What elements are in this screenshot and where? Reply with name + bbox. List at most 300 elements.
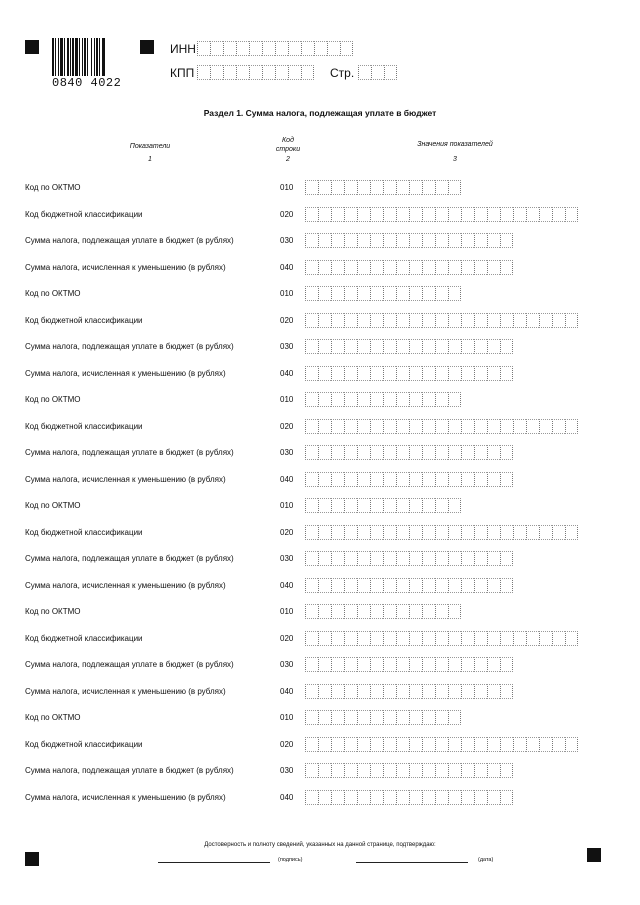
input-cell[interactable] bbox=[331, 763, 344, 778]
input-cell[interactable] bbox=[422, 233, 435, 248]
row-value-field[interactable] bbox=[305, 710, 461, 725]
input-cell[interactable] bbox=[487, 313, 500, 328]
input-cell[interactable] bbox=[396, 498, 409, 513]
input-cell[interactable] bbox=[344, 233, 357, 248]
input-cell[interactable] bbox=[435, 286, 448, 301]
input-cell[interactable] bbox=[370, 551, 383, 566]
input-cell[interactable] bbox=[383, 472, 396, 487]
input-cell[interactable] bbox=[474, 684, 487, 699]
input-cell[interactable] bbox=[396, 419, 409, 434]
input-cell[interactable] bbox=[357, 710, 370, 725]
input-cell[interactable] bbox=[344, 339, 357, 354]
input-cell[interactable] bbox=[461, 313, 474, 328]
input-cell[interactable] bbox=[435, 578, 448, 593]
input-cell[interactable] bbox=[409, 392, 422, 407]
input-cell[interactable] bbox=[552, 525, 565, 540]
input-cell[interactable] bbox=[513, 313, 526, 328]
input-cell[interactable] bbox=[500, 684, 513, 699]
input-cell[interactable] bbox=[344, 472, 357, 487]
input-cell[interactable] bbox=[383, 339, 396, 354]
row-value-field[interactable] bbox=[305, 551, 513, 566]
row-value-field[interactable] bbox=[305, 392, 461, 407]
row-value-field[interactable] bbox=[305, 763, 513, 778]
input-cell[interactable] bbox=[357, 392, 370, 407]
input-cell[interactable] bbox=[448, 631, 461, 646]
input-cell[interactable] bbox=[552, 631, 565, 646]
input-cell[interactable] bbox=[526, 631, 539, 646]
input-cell[interactable] bbox=[409, 472, 422, 487]
input-cell[interactable] bbox=[409, 339, 422, 354]
input-cell[interactable] bbox=[344, 737, 357, 752]
input-cell[interactable] bbox=[344, 366, 357, 381]
input-cell[interactable] bbox=[344, 551, 357, 566]
input-cell[interactable] bbox=[383, 286, 396, 301]
input-cell[interactable] bbox=[565, 525, 578, 540]
input-cell[interactable] bbox=[357, 498, 370, 513]
input-cell[interactable] bbox=[461, 260, 474, 275]
input-cell[interactable] bbox=[435, 525, 448, 540]
input-cell[interactable] bbox=[318, 233, 331, 248]
input-cell[interactable] bbox=[422, 260, 435, 275]
input-cell[interactable] bbox=[461, 366, 474, 381]
input-cell[interactable] bbox=[565, 631, 578, 646]
input-cell[interactable] bbox=[487, 790, 500, 805]
input-cell[interactable] bbox=[331, 551, 344, 566]
input-cell[interactable] bbox=[461, 684, 474, 699]
input-cell[interactable] bbox=[344, 207, 357, 222]
input-cell[interactable] bbox=[370, 260, 383, 275]
input-cell[interactable] bbox=[383, 366, 396, 381]
row-value-field[interactable] bbox=[305, 366, 513, 381]
input-cell[interactable] bbox=[461, 657, 474, 672]
input-cell[interactable] bbox=[422, 498, 435, 513]
input-cell[interactable] bbox=[448, 763, 461, 778]
input-cell[interactable] bbox=[383, 180, 396, 195]
input-cell[interactable] bbox=[409, 445, 422, 460]
input-cell[interactable] bbox=[422, 551, 435, 566]
row-value-field[interactable] bbox=[305, 180, 461, 195]
input-cell[interactable] bbox=[409, 737, 422, 752]
input-cell[interactable] bbox=[357, 657, 370, 672]
input-cell[interactable] bbox=[461, 631, 474, 646]
input-cell[interactable] bbox=[448, 392, 461, 407]
input-cell[interactable] bbox=[370, 710, 383, 725]
input-cell[interactable] bbox=[461, 763, 474, 778]
input-cell[interactable] bbox=[435, 472, 448, 487]
input-cell[interactable] bbox=[396, 392, 409, 407]
input-cell[interactable] bbox=[236, 41, 249, 56]
input-cell[interactable] bbox=[435, 207, 448, 222]
input-cell[interactable] bbox=[331, 631, 344, 646]
input-cell[interactable] bbox=[448, 790, 461, 805]
input-cell[interactable] bbox=[288, 41, 301, 56]
input-cell[interactable] bbox=[331, 710, 344, 725]
input-cell[interactable] bbox=[371, 65, 384, 80]
input-cell[interactable] bbox=[552, 207, 565, 222]
input-cell[interactable] bbox=[435, 419, 448, 434]
input-cell[interactable] bbox=[305, 578, 318, 593]
input-cell[interactable] bbox=[331, 737, 344, 752]
input-cell[interactable] bbox=[552, 419, 565, 434]
input-cell[interactable] bbox=[396, 525, 409, 540]
input-cell[interactable] bbox=[500, 525, 513, 540]
input-cell[interactable] bbox=[331, 525, 344, 540]
input-cell[interactable] bbox=[487, 525, 500, 540]
input-cell[interactable] bbox=[318, 260, 331, 275]
input-cell[interactable] bbox=[318, 498, 331, 513]
kpp-field[interactable] bbox=[197, 65, 314, 80]
input-cell[interactable] bbox=[331, 233, 344, 248]
input-cell[interactable] bbox=[383, 419, 396, 434]
input-cell[interactable] bbox=[301, 41, 314, 56]
input-cell[interactable] bbox=[435, 498, 448, 513]
input-cell[interactable] bbox=[236, 65, 249, 80]
input-cell[interactable] bbox=[435, 445, 448, 460]
input-cell[interactable] bbox=[357, 790, 370, 805]
input-cell[interactable] bbox=[344, 180, 357, 195]
input-cell[interactable] bbox=[409, 419, 422, 434]
input-cell[interactable] bbox=[396, 472, 409, 487]
input-cell[interactable] bbox=[327, 41, 340, 56]
input-cell[interactable] bbox=[370, 419, 383, 434]
input-cell[interactable] bbox=[331, 339, 344, 354]
input-cell[interactable] bbox=[461, 551, 474, 566]
input-cell[interactable] bbox=[305, 339, 318, 354]
input-cell[interactable] bbox=[383, 207, 396, 222]
input-cell[interactable] bbox=[318, 763, 331, 778]
input-cell[interactable] bbox=[383, 763, 396, 778]
row-value-field[interactable] bbox=[305, 286, 461, 301]
input-cell[interactable] bbox=[461, 339, 474, 354]
input-cell[interactable] bbox=[565, 737, 578, 752]
input-cell[interactable] bbox=[357, 472, 370, 487]
input-cell[interactable] bbox=[422, 604, 435, 619]
date-line[interactable] bbox=[356, 862, 468, 863]
input-cell[interactable] bbox=[331, 286, 344, 301]
input-cell[interactable] bbox=[301, 65, 314, 80]
input-cell[interactable] bbox=[487, 684, 500, 699]
input-cell[interactable] bbox=[396, 710, 409, 725]
input-cell[interactable] bbox=[383, 684, 396, 699]
input-cell[interactable] bbox=[396, 260, 409, 275]
input-cell[interactable] bbox=[357, 525, 370, 540]
input-cell[interactable] bbox=[539, 419, 552, 434]
input-cell[interactable] bbox=[539, 525, 552, 540]
input-cell[interactable] bbox=[318, 525, 331, 540]
input-cell[interactable] bbox=[370, 763, 383, 778]
input-cell[interactable] bbox=[435, 313, 448, 328]
input-cell[interactable] bbox=[318, 472, 331, 487]
input-cell[interactable] bbox=[370, 233, 383, 248]
input-cell[interactable] bbox=[474, 260, 487, 275]
input-cell[interactable] bbox=[396, 207, 409, 222]
input-cell[interactable] bbox=[357, 313, 370, 328]
input-cell[interactable] bbox=[474, 233, 487, 248]
input-cell[interactable] bbox=[331, 472, 344, 487]
input-cell[interactable] bbox=[331, 684, 344, 699]
input-cell[interactable] bbox=[370, 604, 383, 619]
input-cell[interactable] bbox=[474, 419, 487, 434]
input-cell[interactable] bbox=[435, 710, 448, 725]
input-cell[interactable] bbox=[357, 260, 370, 275]
input-cell[interactable] bbox=[331, 392, 344, 407]
input-cell[interactable] bbox=[331, 578, 344, 593]
input-cell[interactable] bbox=[223, 65, 236, 80]
input-cell[interactable] bbox=[344, 313, 357, 328]
input-cell[interactable] bbox=[500, 339, 513, 354]
input-cell[interactable] bbox=[370, 525, 383, 540]
input-cell[interactable] bbox=[435, 604, 448, 619]
input-cell[interactable] bbox=[305, 763, 318, 778]
input-cell[interactable] bbox=[474, 366, 487, 381]
input-cell[interactable] bbox=[357, 445, 370, 460]
input-cell[interactable] bbox=[370, 657, 383, 672]
input-cell[interactable] bbox=[384, 65, 397, 80]
input-cell[interactable] bbox=[487, 657, 500, 672]
input-cell[interactable] bbox=[318, 604, 331, 619]
input-cell[interactable] bbox=[262, 65, 275, 80]
input-cell[interactable] bbox=[552, 313, 565, 328]
input-cell[interactable] bbox=[305, 631, 318, 646]
row-value-field[interactable] bbox=[305, 631, 578, 646]
input-cell[interactable] bbox=[448, 207, 461, 222]
input-cell[interactable] bbox=[318, 710, 331, 725]
input-cell[interactable] bbox=[396, 631, 409, 646]
input-cell[interactable] bbox=[448, 180, 461, 195]
inn-field[interactable] bbox=[197, 41, 353, 56]
input-cell[interactable] bbox=[331, 445, 344, 460]
input-cell[interactable] bbox=[448, 657, 461, 672]
input-cell[interactable] bbox=[448, 498, 461, 513]
input-cell[interactable] bbox=[396, 657, 409, 672]
input-cell[interactable] bbox=[409, 207, 422, 222]
input-cell[interactable] bbox=[448, 604, 461, 619]
input-cell[interactable] bbox=[422, 207, 435, 222]
input-cell[interactable] bbox=[331, 180, 344, 195]
input-cell[interactable] bbox=[383, 445, 396, 460]
input-cell[interactable] bbox=[318, 737, 331, 752]
input-cell[interactable] bbox=[409, 763, 422, 778]
input-cell[interactable] bbox=[318, 339, 331, 354]
input-cell[interactable] bbox=[370, 472, 383, 487]
input-cell[interactable] bbox=[318, 366, 331, 381]
input-cell[interactable] bbox=[314, 41, 327, 56]
input-cell[interactable] bbox=[461, 419, 474, 434]
input-cell[interactable] bbox=[344, 260, 357, 275]
row-value-field[interactable] bbox=[305, 207, 578, 222]
input-cell[interactable] bbox=[409, 790, 422, 805]
input-cell[interactable] bbox=[305, 684, 318, 699]
input-cell[interactable] bbox=[357, 180, 370, 195]
input-cell[interactable] bbox=[565, 313, 578, 328]
input-cell[interactable] bbox=[500, 578, 513, 593]
input-cell[interactable] bbox=[396, 286, 409, 301]
input-cell[interactable] bbox=[539, 737, 552, 752]
input-cell[interactable] bbox=[500, 366, 513, 381]
input-cell[interactable] bbox=[526, 207, 539, 222]
input-cell[interactable] bbox=[358, 65, 371, 80]
input-cell[interactable] bbox=[409, 525, 422, 540]
input-cell[interactable] bbox=[513, 525, 526, 540]
input-cell[interactable] bbox=[249, 41, 262, 56]
input-cell[interactable] bbox=[409, 366, 422, 381]
input-cell[interactable] bbox=[305, 551, 318, 566]
input-cell[interactable] bbox=[396, 445, 409, 460]
input-cell[interactable] bbox=[288, 65, 301, 80]
input-cell[interactable] bbox=[370, 498, 383, 513]
input-cell[interactable] bbox=[422, 710, 435, 725]
input-cell[interactable] bbox=[357, 233, 370, 248]
input-cell[interactable] bbox=[409, 578, 422, 593]
input-cell[interactable] bbox=[318, 419, 331, 434]
input-cell[interactable] bbox=[396, 180, 409, 195]
input-cell[interactable] bbox=[526, 525, 539, 540]
input-cell[interactable] bbox=[409, 631, 422, 646]
input-cell[interactable] bbox=[474, 207, 487, 222]
input-cell[interactable] bbox=[487, 445, 500, 460]
input-cell[interactable] bbox=[474, 790, 487, 805]
input-cell[interactable] bbox=[340, 41, 353, 56]
input-cell[interactable] bbox=[435, 392, 448, 407]
input-cell[interactable] bbox=[383, 233, 396, 248]
input-cell[interactable] bbox=[344, 657, 357, 672]
input-cell[interactable] bbox=[396, 313, 409, 328]
input-cell[interactable] bbox=[409, 551, 422, 566]
input-cell[interactable] bbox=[331, 366, 344, 381]
input-cell[interactable] bbox=[370, 578, 383, 593]
input-cell[interactable] bbox=[305, 737, 318, 752]
input-cell[interactable] bbox=[461, 737, 474, 752]
input-cell[interactable] bbox=[487, 207, 500, 222]
input-cell[interactable] bbox=[422, 631, 435, 646]
input-cell[interactable] bbox=[383, 313, 396, 328]
input-cell[interactable] bbox=[318, 657, 331, 672]
input-cell[interactable] bbox=[487, 339, 500, 354]
input-cell[interactable] bbox=[223, 41, 236, 56]
input-cell[interactable] bbox=[448, 366, 461, 381]
input-cell[interactable] bbox=[565, 207, 578, 222]
input-cell[interactable] bbox=[474, 657, 487, 672]
input-cell[interactable] bbox=[409, 498, 422, 513]
input-cell[interactable] bbox=[422, 286, 435, 301]
input-cell[interactable] bbox=[565, 419, 578, 434]
input-cell[interactable] bbox=[370, 631, 383, 646]
input-cell[interactable] bbox=[435, 260, 448, 275]
input-cell[interactable] bbox=[526, 419, 539, 434]
input-cell[interactable] bbox=[396, 233, 409, 248]
input-cell[interactable] bbox=[422, 657, 435, 672]
input-cell[interactable] bbox=[383, 578, 396, 593]
input-cell[interactable] bbox=[513, 419, 526, 434]
input-cell[interactable] bbox=[513, 207, 526, 222]
row-value-field[interactable] bbox=[305, 684, 513, 699]
input-cell[interactable] bbox=[435, 339, 448, 354]
input-cell[interactable] bbox=[396, 366, 409, 381]
input-cell[interactable] bbox=[500, 763, 513, 778]
input-cell[interactable] bbox=[305, 604, 318, 619]
input-cell[interactable] bbox=[305, 498, 318, 513]
input-cell[interactable] bbox=[383, 657, 396, 672]
input-cell[interactable] bbox=[383, 737, 396, 752]
input-cell[interactable] bbox=[357, 366, 370, 381]
input-cell[interactable] bbox=[318, 551, 331, 566]
input-cell[interactable] bbox=[331, 260, 344, 275]
input-cell[interactable] bbox=[500, 472, 513, 487]
input-cell[interactable] bbox=[474, 578, 487, 593]
input-cell[interactable] bbox=[448, 710, 461, 725]
input-cell[interactable] bbox=[344, 286, 357, 301]
input-cell[interactable] bbox=[500, 631, 513, 646]
input-cell[interactable] bbox=[474, 445, 487, 460]
input-cell[interactable] bbox=[318, 631, 331, 646]
input-cell[interactable] bbox=[552, 737, 565, 752]
input-cell[interactable] bbox=[435, 657, 448, 672]
input-cell[interactable] bbox=[357, 604, 370, 619]
input-cell[interactable] bbox=[422, 366, 435, 381]
input-cell[interactable] bbox=[344, 498, 357, 513]
input-cell[interactable] bbox=[409, 180, 422, 195]
input-cell[interactable] bbox=[396, 551, 409, 566]
row-value-field[interactable] bbox=[305, 790, 513, 805]
input-cell[interactable] bbox=[370, 684, 383, 699]
input-cell[interactable] bbox=[422, 392, 435, 407]
input-cell[interactable] bbox=[344, 392, 357, 407]
input-cell[interactable] bbox=[526, 737, 539, 752]
input-cell[interactable] bbox=[409, 286, 422, 301]
input-cell[interactable] bbox=[474, 631, 487, 646]
input-cell[interactable] bbox=[461, 578, 474, 593]
row-value-field[interactable] bbox=[305, 233, 513, 248]
input-cell[interactable] bbox=[331, 207, 344, 222]
input-cell[interactable] bbox=[448, 684, 461, 699]
input-cell[interactable] bbox=[422, 339, 435, 354]
input-cell[interactable] bbox=[500, 551, 513, 566]
input-cell[interactable] bbox=[262, 41, 275, 56]
signature-line[interactable] bbox=[158, 862, 270, 863]
row-value-field[interactable] bbox=[305, 339, 513, 354]
input-cell[interactable] bbox=[331, 604, 344, 619]
input-cell[interactable] bbox=[305, 419, 318, 434]
input-cell[interactable] bbox=[344, 419, 357, 434]
input-cell[interactable] bbox=[409, 313, 422, 328]
input-cell[interactable] bbox=[422, 445, 435, 460]
input-cell[interactable] bbox=[500, 260, 513, 275]
input-cell[interactable] bbox=[422, 313, 435, 328]
input-cell[interactable] bbox=[435, 551, 448, 566]
input-cell[interactable] bbox=[448, 737, 461, 752]
input-cell[interactable] bbox=[331, 419, 344, 434]
input-cell[interactable] bbox=[305, 366, 318, 381]
input-cell[interactable] bbox=[370, 392, 383, 407]
input-cell[interactable] bbox=[331, 790, 344, 805]
input-cell[interactable] bbox=[409, 260, 422, 275]
input-cell[interactable] bbox=[383, 498, 396, 513]
input-cell[interactable] bbox=[370, 207, 383, 222]
input-cell[interactable] bbox=[396, 763, 409, 778]
page-field[interactable] bbox=[358, 65, 397, 80]
input-cell[interactable] bbox=[487, 260, 500, 275]
input-cell[interactable] bbox=[357, 578, 370, 593]
input-cell[interactable] bbox=[474, 472, 487, 487]
input-cell[interactable] bbox=[305, 710, 318, 725]
input-cell[interactable] bbox=[318, 392, 331, 407]
row-value-field[interactable] bbox=[305, 445, 513, 460]
input-cell[interactable] bbox=[383, 604, 396, 619]
input-cell[interactable] bbox=[344, 710, 357, 725]
input-cell[interactable] bbox=[357, 286, 370, 301]
input-cell[interactable] bbox=[461, 233, 474, 248]
input-cell[interactable] bbox=[396, 578, 409, 593]
